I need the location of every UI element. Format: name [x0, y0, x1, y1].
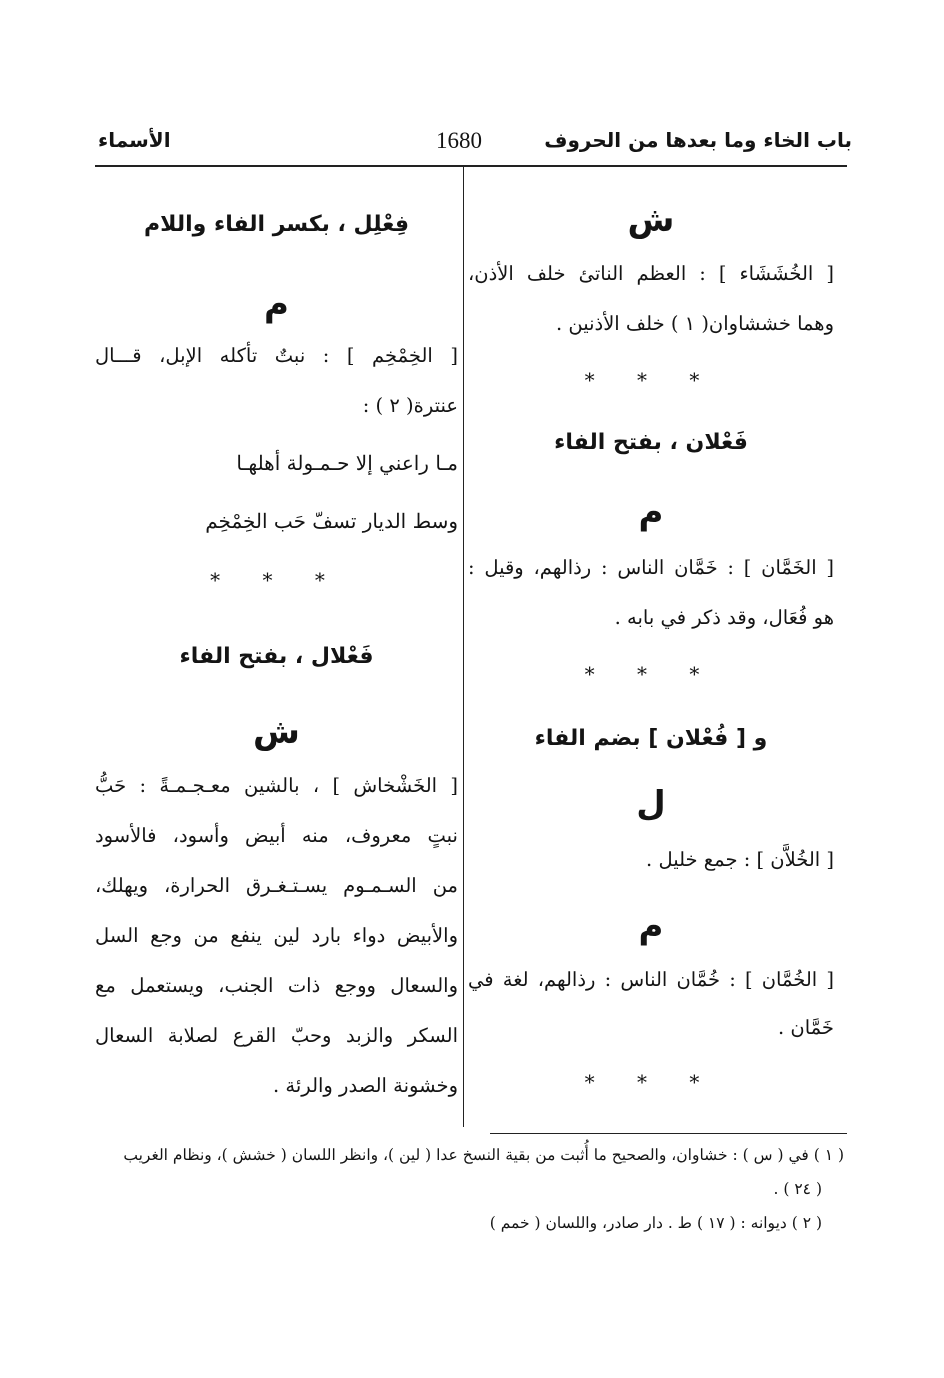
- section-separator: * * *: [584, 368, 718, 392]
- section-heading: فَعْلان ، بفتح الفاء: [554, 430, 748, 455]
- section-separator: * * *: [584, 1070, 718, 1094]
- column-divider: [463, 167, 464, 1127]
- letter-heading: م: [638, 906, 664, 946]
- letter-heading: ش: [253, 712, 300, 752]
- chapter-title: باب الخاء وما بعدها من الحروف: [544, 128, 852, 152]
- entry-line: هو فُعَال، وقد ذكر في بابه .: [614, 606, 834, 629]
- entry-line: عنترة( ٢ ) :: [362, 394, 458, 417]
- entry-line: [ الخِمْخِم ] : نبتٌ تأكله الإبل، قـــال: [95, 344, 458, 367]
- verse-line: وسط الديار تسفّ حَب الخِمْخِم: [205, 509, 458, 533]
- letter-heading: ل: [636, 784, 666, 824]
- footnote-rule: [490, 1133, 847, 1134]
- entry-line: السكر والزبد وحبّ القرع لصلابة السعال: [95, 1024, 458, 1047]
- entry-line: [ الخَمَّان ] : خَمَّان الناس : رذالهم، وقيل :: [468, 556, 834, 579]
- section-heading: فَعْلال ، بفتح الفاء: [179, 644, 374, 669]
- page-number: 1680: [436, 128, 482, 153]
- entry-line: وهما خششاوان( ١ ) خلف الأذنين .: [555, 312, 834, 335]
- entry-line: والأبيض دواء بارد لين ينفع من وجع السل: [95, 924, 458, 947]
- entry-line: والسعال ووجع ذات الجنب، ويستعمل مع: [95, 974, 458, 997]
- section-heading: و [ فُعْلان ] بضم الفاء: [534, 726, 768, 751]
- section-title-header: الأسماء: [98, 128, 171, 152]
- letter-heading: م: [264, 284, 289, 324]
- section-separator: * * *: [584, 662, 718, 686]
- section-separator: * * *: [210, 568, 343, 592]
- entry-line: وخشونة الصدر والرئة .: [273, 1074, 458, 1097]
- entry-line: [ الخُمَّان ] : خُمَّان الناس : رذالهم، لغة في: [468, 968, 834, 991]
- entry-line: [ الخُلاَّن ] : جمع خليل .: [646, 848, 834, 871]
- letter-heading: ش: [627, 200, 675, 240]
- footnote-2: ( ٢ ) ديوانه : ( ١٧ ) ط . دار صادر، واللسان ( خمم ): [489, 1214, 822, 1232]
- entry-line: [ الخُشَشَاء ] : العظم الناتئ خلف الأذن،: [468, 262, 834, 285]
- footnote-1-continued: ( ٢٤ ) .: [773, 1180, 822, 1198]
- entry-line: من السـمـوم يسـتـغـرق الحرارة، ويهلك،: [95, 874, 458, 897]
- footnote-1: ( ١ ) في ( س ) : خشاوان، والصحيح ما أُثبت من بقية النسخ عدا ( لين )، وانظر اللسان ( خشش )، ونظام الغريب: [123, 1146, 844, 1164]
- entry-line: نبتٍ معروف، منه أبيض وأسود، فالأسود: [95, 824, 458, 847]
- entry-line: خَمَّان .: [778, 1016, 834, 1039]
- header-rule: [95, 165, 847, 167]
- section-heading: فِعْلِل ، بكسر الفاء واللام: [143, 212, 409, 237]
- letter-heading: م: [638, 492, 664, 532]
- entry-line: [ الخَشْخاش ] ، بالشين معـجـمـةً : حَبُّ: [95, 774, 458, 797]
- verse-line: مـا راعني إلا حـمـولة أهلهـا: [236, 451, 458, 475]
